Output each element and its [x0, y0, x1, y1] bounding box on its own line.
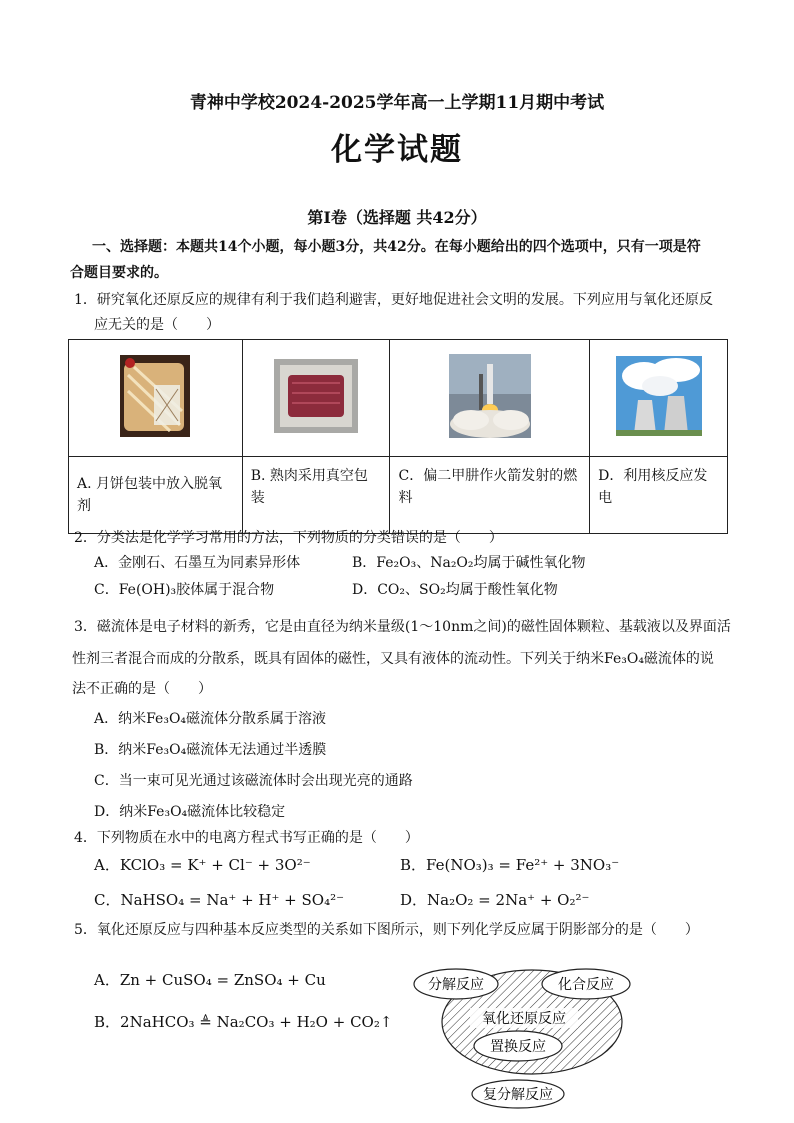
mooncake-package-image: [120, 355, 190, 437]
paper-title: 化学试题: [331, 132, 463, 168]
vacuum-packed-meat-image: [274, 359, 358, 433]
q1-option-a: [69, 457, 243, 534]
decomposition-label: 分解反应: [428, 977, 484, 993]
q1-option-c-text-1: C．偏二甲肼作火箭发射的燃: [398, 468, 578, 484]
reaction-type-venn-diagram: [408, 960, 640, 1110]
q2-option-b: B．Fe₂O₃、Na₂O₂均属于碱性氧化物: [352, 555, 586, 571]
rocket-launch-image: [449, 354, 531, 438]
q3-option-b: B．纳米Fe₃O₄磁流体无法通过半透膜: [94, 742, 327, 758]
double-displacement-label: 复分解反应: [483, 1087, 553, 1103]
q4-option-b: B．Fe(NO₃)₃ = Fe²⁺ + 3NO₃⁻: [400, 856, 620, 874]
q4-option-a: A．KClO₃ = K⁺ + Cl⁻ + 3O²⁻: [94, 856, 311, 874]
q1-image-cell-c: [390, 340, 590, 457]
q1-option-d: [590, 457, 728, 534]
q1-option-b: [242, 457, 390, 534]
q1-stem-line-1: 1．研究氧化还原反应的规律有利于我们趋利避害，更好地促进社会文明的发展。下列应用与氧化还原反: [74, 292, 713, 308]
q1-options-table: [68, 339, 728, 534]
q4-stem: 4．下列物质在水中的电离方程式书写正确的是（ ）: [74, 830, 419, 846]
q1-stem-line-2: 应无关的是（ ）: [94, 317, 220, 333]
school-exam-line: 青神中学校2024-2025学年高一上学期11月期中考试: [189, 93, 605, 113]
q1-option-b-text: B. 熟肉采用真空包装: [250, 468, 368, 506]
q2-stem: 2．分类法是化学学习常用的方法，下列物质的分类错误的是（ ）: [74, 530, 503, 546]
instructions-line-2: 合题目要求的。: [70, 265, 168, 281]
q4-option-d: D．Na₂O₂ = 2Na⁺ + O₂²⁻: [400, 891, 590, 909]
q3-stem-line-1: 3．磁流体是电子材料的新秀，它是由直径为纳米量级(1～10nm之间)的磁性固体颗粒、基载液以及界面活: [74, 619, 731, 635]
q4-option-c: C．NaHSO₄ = Na⁺ + H⁺ + SO₄²⁻: [94, 891, 345, 909]
q1-image-cell-b: [242, 340, 390, 457]
instructions-line-1: 一、选择题：本题共14个小题，每小题3分，共42分。在每小题给出的四个选项中，只有一项是符: [92, 239, 701, 255]
q5-option-a: A．Zn + CuSO₄ = ZnSO₄ + Cu: [94, 971, 326, 989]
q5-stem: 5．氧化还原反应与四种基本反应类型的关系如下图所示，则下列化学反应属于阴影部分的是（ ）: [74, 922, 699, 938]
q3-option-a: A．纳米Fe₃O₄磁流体分散系属于溶液: [94, 711, 327, 727]
section-title: 第Ⅰ卷（选择题 共42分）: [307, 208, 487, 227]
q1-image-cell-a: [69, 340, 243, 457]
nuclear-power-plant-image: [616, 356, 702, 436]
q5-option-b: B．2NaHCO₃ ≜ Na₂CO₃ + H₂O + CO₂↑: [94, 1013, 393, 1031]
q1-option-d-text: D．利用核反应发电: [598, 468, 708, 506]
q3-stem-line-2: 性剂三者混合而成的分散系，既具有固体的磁性，又具有液体的流动性。下列关于纳米Fe₃O₄磁流体的说: [72, 651, 714, 667]
q1-option-c: [390, 457, 590, 534]
q1-option-a-text: A. 月饼包装中放入脱氧剂: [77, 476, 223, 514]
combination-label: 化合反应: [558, 977, 614, 993]
redox-label: 氧化还原反应: [482, 1011, 566, 1027]
q2-option-c: C．Fe(OH)₃胶体属于混合物: [94, 582, 275, 598]
q3-option-c: C．当一束可见光通过该磁流体时会出现光亮的通路: [94, 773, 413, 789]
q3-stem-line-3: 法不正确的是（ ）: [72, 681, 212, 697]
q1-option-c-text-2: 料: [398, 490, 413, 506]
displacement-label: 置换反应: [490, 1039, 546, 1055]
q3-option-d: D．纳米Fe₃O₄磁流体比较稳定: [94, 804, 286, 820]
q2-option-d: D．CO₂、SO₂均属于酸性氧化物: [352, 582, 558, 598]
q2-option-a: A．金刚石、石墨互为同素异形体: [94, 555, 301, 571]
q1-image-cell-d: [590, 340, 728, 457]
